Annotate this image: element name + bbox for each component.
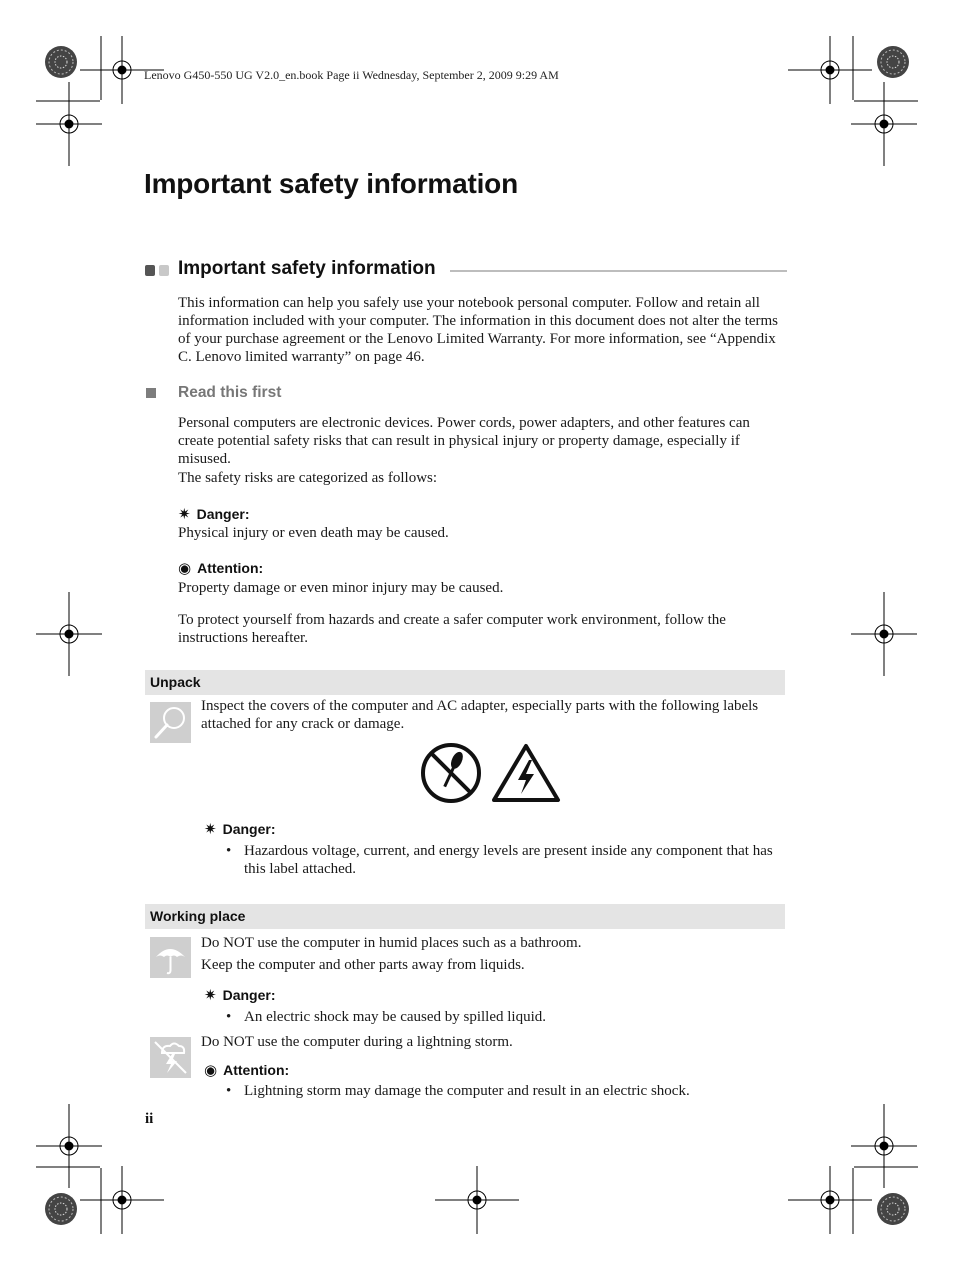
risk-categories-line: The safety risks are categorized as follows: bbox=[178, 470, 438, 486]
working-danger-bullet: An electric shock may be caused by spilled liquid. bbox=[244, 1009, 546, 1025]
working-danger-label: Danger: bbox=[222, 987, 276, 1003]
asterisk-icon: ✷ bbox=[178, 506, 191, 523]
chapter-title: Important safety information bbox=[144, 168, 518, 199]
unpack-heading-bar bbox=[145, 670, 785, 695]
intro-paragraph: This information can help you safely use your notebook personal computer. Follow and retain all information included with your computer. The information in this document does not alter the terms of your purchase agreement or the Lenovo Limited Warranty. For more information, see “Appendix C. Lenovo limited warranty” on page 46. bbox=[178, 295, 779, 365]
attention-description: Property damage or even minor injury may be caused. bbox=[178, 580, 504, 596]
danger-label: Danger: bbox=[196, 506, 250, 522]
asterisk-icon: ✷ bbox=[204, 821, 217, 838]
list-item bbox=[226, 1082, 786, 1102]
unpack-danger-label: Danger: bbox=[222, 821, 276, 837]
warning-labels bbox=[420, 742, 562, 809]
list-item bbox=[226, 1008, 786, 1028]
bullseye-icon: ◉ bbox=[204, 1062, 218, 1079]
no-screwdriver-icon bbox=[423, 745, 479, 801]
danger-description: Physical injury or even death may be caused. bbox=[178, 525, 449, 541]
section-title: Important safety information bbox=[178, 258, 436, 279]
section-rule bbox=[450, 270, 787, 272]
bullet-dot: • bbox=[226, 1009, 232, 1025]
section-marker-light bbox=[159, 265, 169, 276]
lightning-storm-icon bbox=[150, 1037, 191, 1078]
working-danger-label-row bbox=[204, 986, 275, 1004]
bullseye-icon: ◉ bbox=[178, 560, 192, 577]
attention-label-row bbox=[178, 559, 263, 577]
bullet-dot: • bbox=[226, 1083, 232, 1099]
list-item bbox=[226, 842, 786, 882]
danger-label-row bbox=[178, 505, 249, 523]
lightning-attention-label: Attention: bbox=[223, 1062, 290, 1078]
section-heading-row bbox=[145, 258, 787, 284]
attention-label: Attention: bbox=[197, 560, 264, 576]
print-header: Lenovo G450-550 UG V2.0_en.book Page ii Wednesday, September 2, 2009 9:29 AM bbox=[144, 68, 559, 82]
unpack-text: Inspect the covers of the computer and AC adapter, especially parts with the following labels attached for any crack or damage. bbox=[201, 698, 759, 732]
asterisk-icon: ✷ bbox=[204, 987, 217, 1004]
section-marker-dark bbox=[145, 265, 155, 276]
working-text-humid: Do NOT use the computer in humid places such as a bathroom. bbox=[201, 935, 582, 951]
lightning-attention-bullet: Lightning storm may damage the computer and result in an electric shock. bbox=[244, 1083, 690, 1099]
umbrella-icon bbox=[150, 937, 191, 978]
lightning-text: Do NOT use the computer during a lightning storm. bbox=[201, 1034, 513, 1050]
lightning-attention-label-row bbox=[204, 1061, 289, 1079]
read-first-heading: Read this first bbox=[178, 384, 282, 401]
read-first-paragraph: Personal computers are electronic devices. Power cords, power adapters, and other features can create potential safety risks that can result in physical injury or property damage, especially if misused. bbox=[178, 415, 750, 467]
page-number: ii bbox=[145, 1111, 154, 1127]
bullet-dot: • bbox=[226, 843, 232, 859]
unpack-danger-label-row bbox=[204, 820, 275, 838]
protect-paragraph: To protect yourself from hazards and create a safer computer work environment, follow the instructions hereafter. bbox=[178, 612, 726, 646]
working-text-liquids: Keep the computer and other parts away from liquids. bbox=[201, 957, 525, 973]
unpack-heading: Unpack bbox=[150, 674, 201, 690]
working-place-heading: Working place bbox=[150, 908, 246, 924]
high-voltage-warning-icon bbox=[494, 746, 558, 800]
unpack-danger-bullet: Hazardous voltage, current, and energy levels are present inside any component that has this label attached. bbox=[244, 843, 773, 877]
magnifier-icon bbox=[150, 702, 191, 743]
square-bullet-icon bbox=[146, 388, 156, 398]
working-place-heading-bar bbox=[145, 904, 785, 929]
